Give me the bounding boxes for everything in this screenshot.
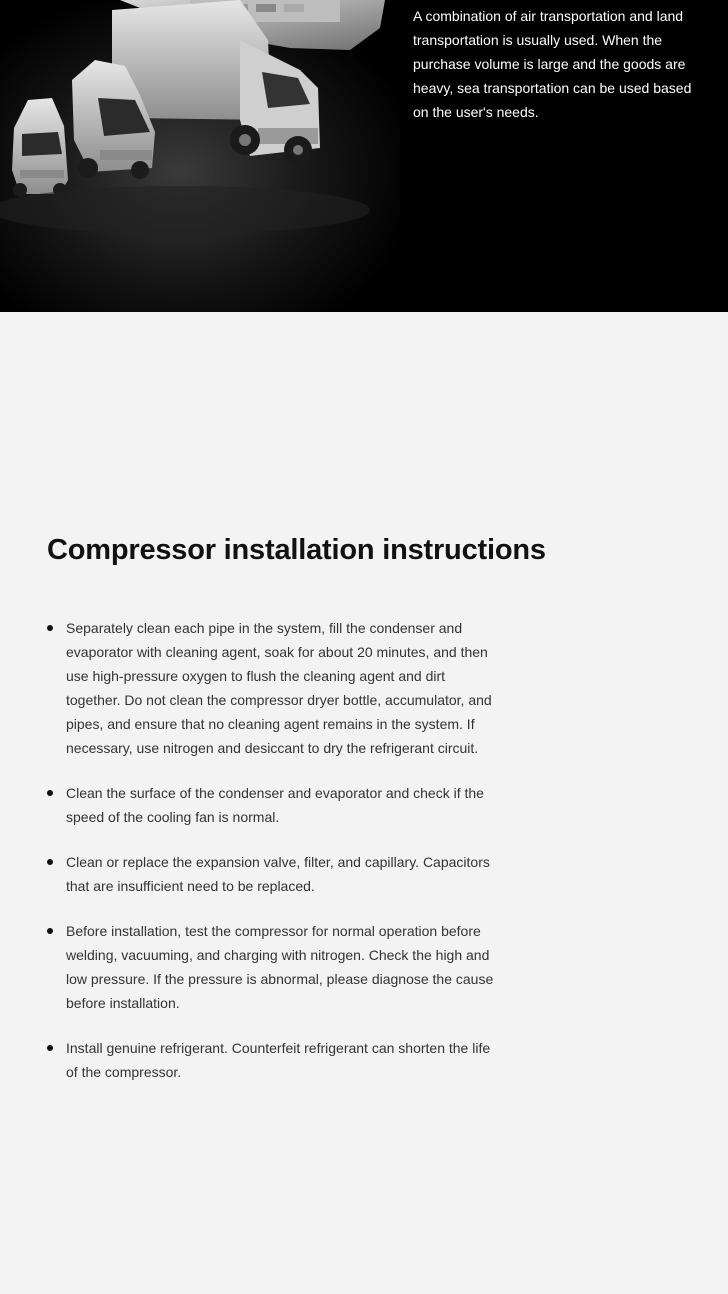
list-item bbox=[47, 1036, 497, 1084]
instruction-list bbox=[47, 616, 497, 1084]
section-title: Compressor installation instructions bbox=[47, 534, 546, 566]
bullet-icon bbox=[47, 790, 53, 796]
vehicles-and-cargo-ship-image bbox=[0, 0, 400, 312]
list-item-text: Clean or replace the expansion valve, filter, and capillary. Capacitors that are insufficient need to be replaced. bbox=[66, 854, 490, 894]
list-item-text: Install genuine refrigerant. Counterfeit refrigerant can shorten the life of the compressor. bbox=[66, 1040, 491, 1080]
bullet-icon bbox=[47, 928, 53, 934]
list-item bbox=[47, 919, 497, 1015]
list-item-text: Before installation, test the compressor for normal operation before welding, vacuuming, and charging with nitrogen. Check the high and low pressure. If the pressure is abnormal, please diagnose the cause before installation. bbox=[66, 923, 494, 1011]
installation-section bbox=[47, 530, 546, 1105]
hero-description: A combination of air transportation and land transportation is usually used. When the purchase volume is large and the goods are heavy, sea transportation can be used based on the user's needs. bbox=[413, 8, 692, 120]
list-item-text: Clean the surface of the condenser and evaporator and check if the speed of the cooling fan is normal. bbox=[66, 785, 484, 825]
list-item bbox=[47, 850, 497, 898]
hero-banner bbox=[0, 0, 728, 312]
list-item bbox=[47, 781, 497, 829]
list-item bbox=[47, 616, 497, 760]
list-item-text: Separately clean each pipe in the system, fill the condenser and evaporator with cleaning agent, soak for about 20 minutes, and then use high-pressure oxygen to flush the cleaning agent and dirt together. Do not clean the compressor dryer bottle, accumulator, and pipes, and ensure that no cleaning agent remains in the system. If necessary, use nitrogen and desiccant to dry the refrigerant circuit. bbox=[66, 620, 492, 756]
bullet-icon bbox=[47, 625, 53, 631]
bullet-icon bbox=[47, 1045, 53, 1051]
bullet-icon bbox=[47, 859, 53, 865]
